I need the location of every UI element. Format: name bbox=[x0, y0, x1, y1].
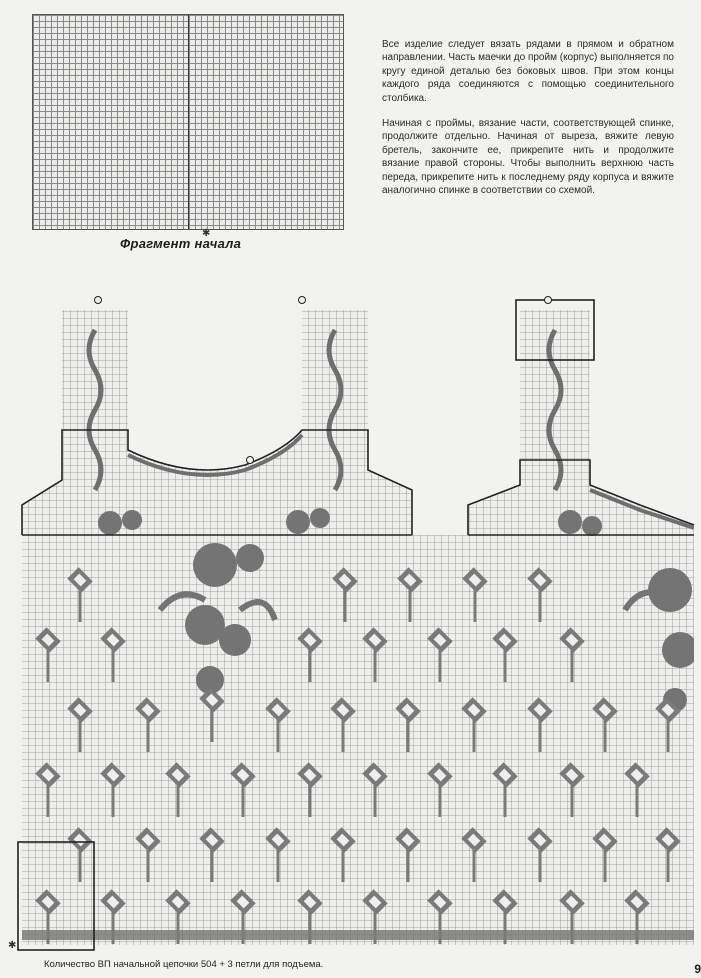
instructions-paragraph-1: Все изделие следует вязать рядами в прямом и обратном направлении. Часть маечки до пройм (корпус) выполняется по кругу единой деталью без боковых швов. При этом концы каждого ряда соединяются с помощью соединительного столбика. bbox=[382, 39, 674, 104]
footer-note: Количество ВП начальной цепочки 504 + 3 петли для подъема. bbox=[44, 959, 324, 970]
chart-grid bbox=[0, 290, 701, 958]
crochet-chart-svg bbox=[0, 290, 701, 958]
fragment-chart bbox=[32, 14, 344, 230]
page-number: 9 bbox=[694, 962, 701, 976]
chart-start-icon: ✱ bbox=[8, 940, 17, 951]
instructions-paragraph-2: Начиная с проймы, вязание части, соответствующей спинке, продолжите отдельно. Начиная от выреза, вяжите левую бретель, закончите ее, прикрепите нить и продолжите вязание правой стороны. Чтобы выполнить верхнюю часть переда, прикрепите нить к последнему ряду корпуса и вяжите аналогично спинке в соответствии со схемой. bbox=[382, 118, 674, 197]
fragment-caption: Фрагмент начала bbox=[120, 236, 242, 251]
crochet-chart bbox=[0, 290, 701, 958]
start-marker-icon: ✱ bbox=[202, 228, 211, 239]
instructions-text bbox=[382, 38, 674, 209]
